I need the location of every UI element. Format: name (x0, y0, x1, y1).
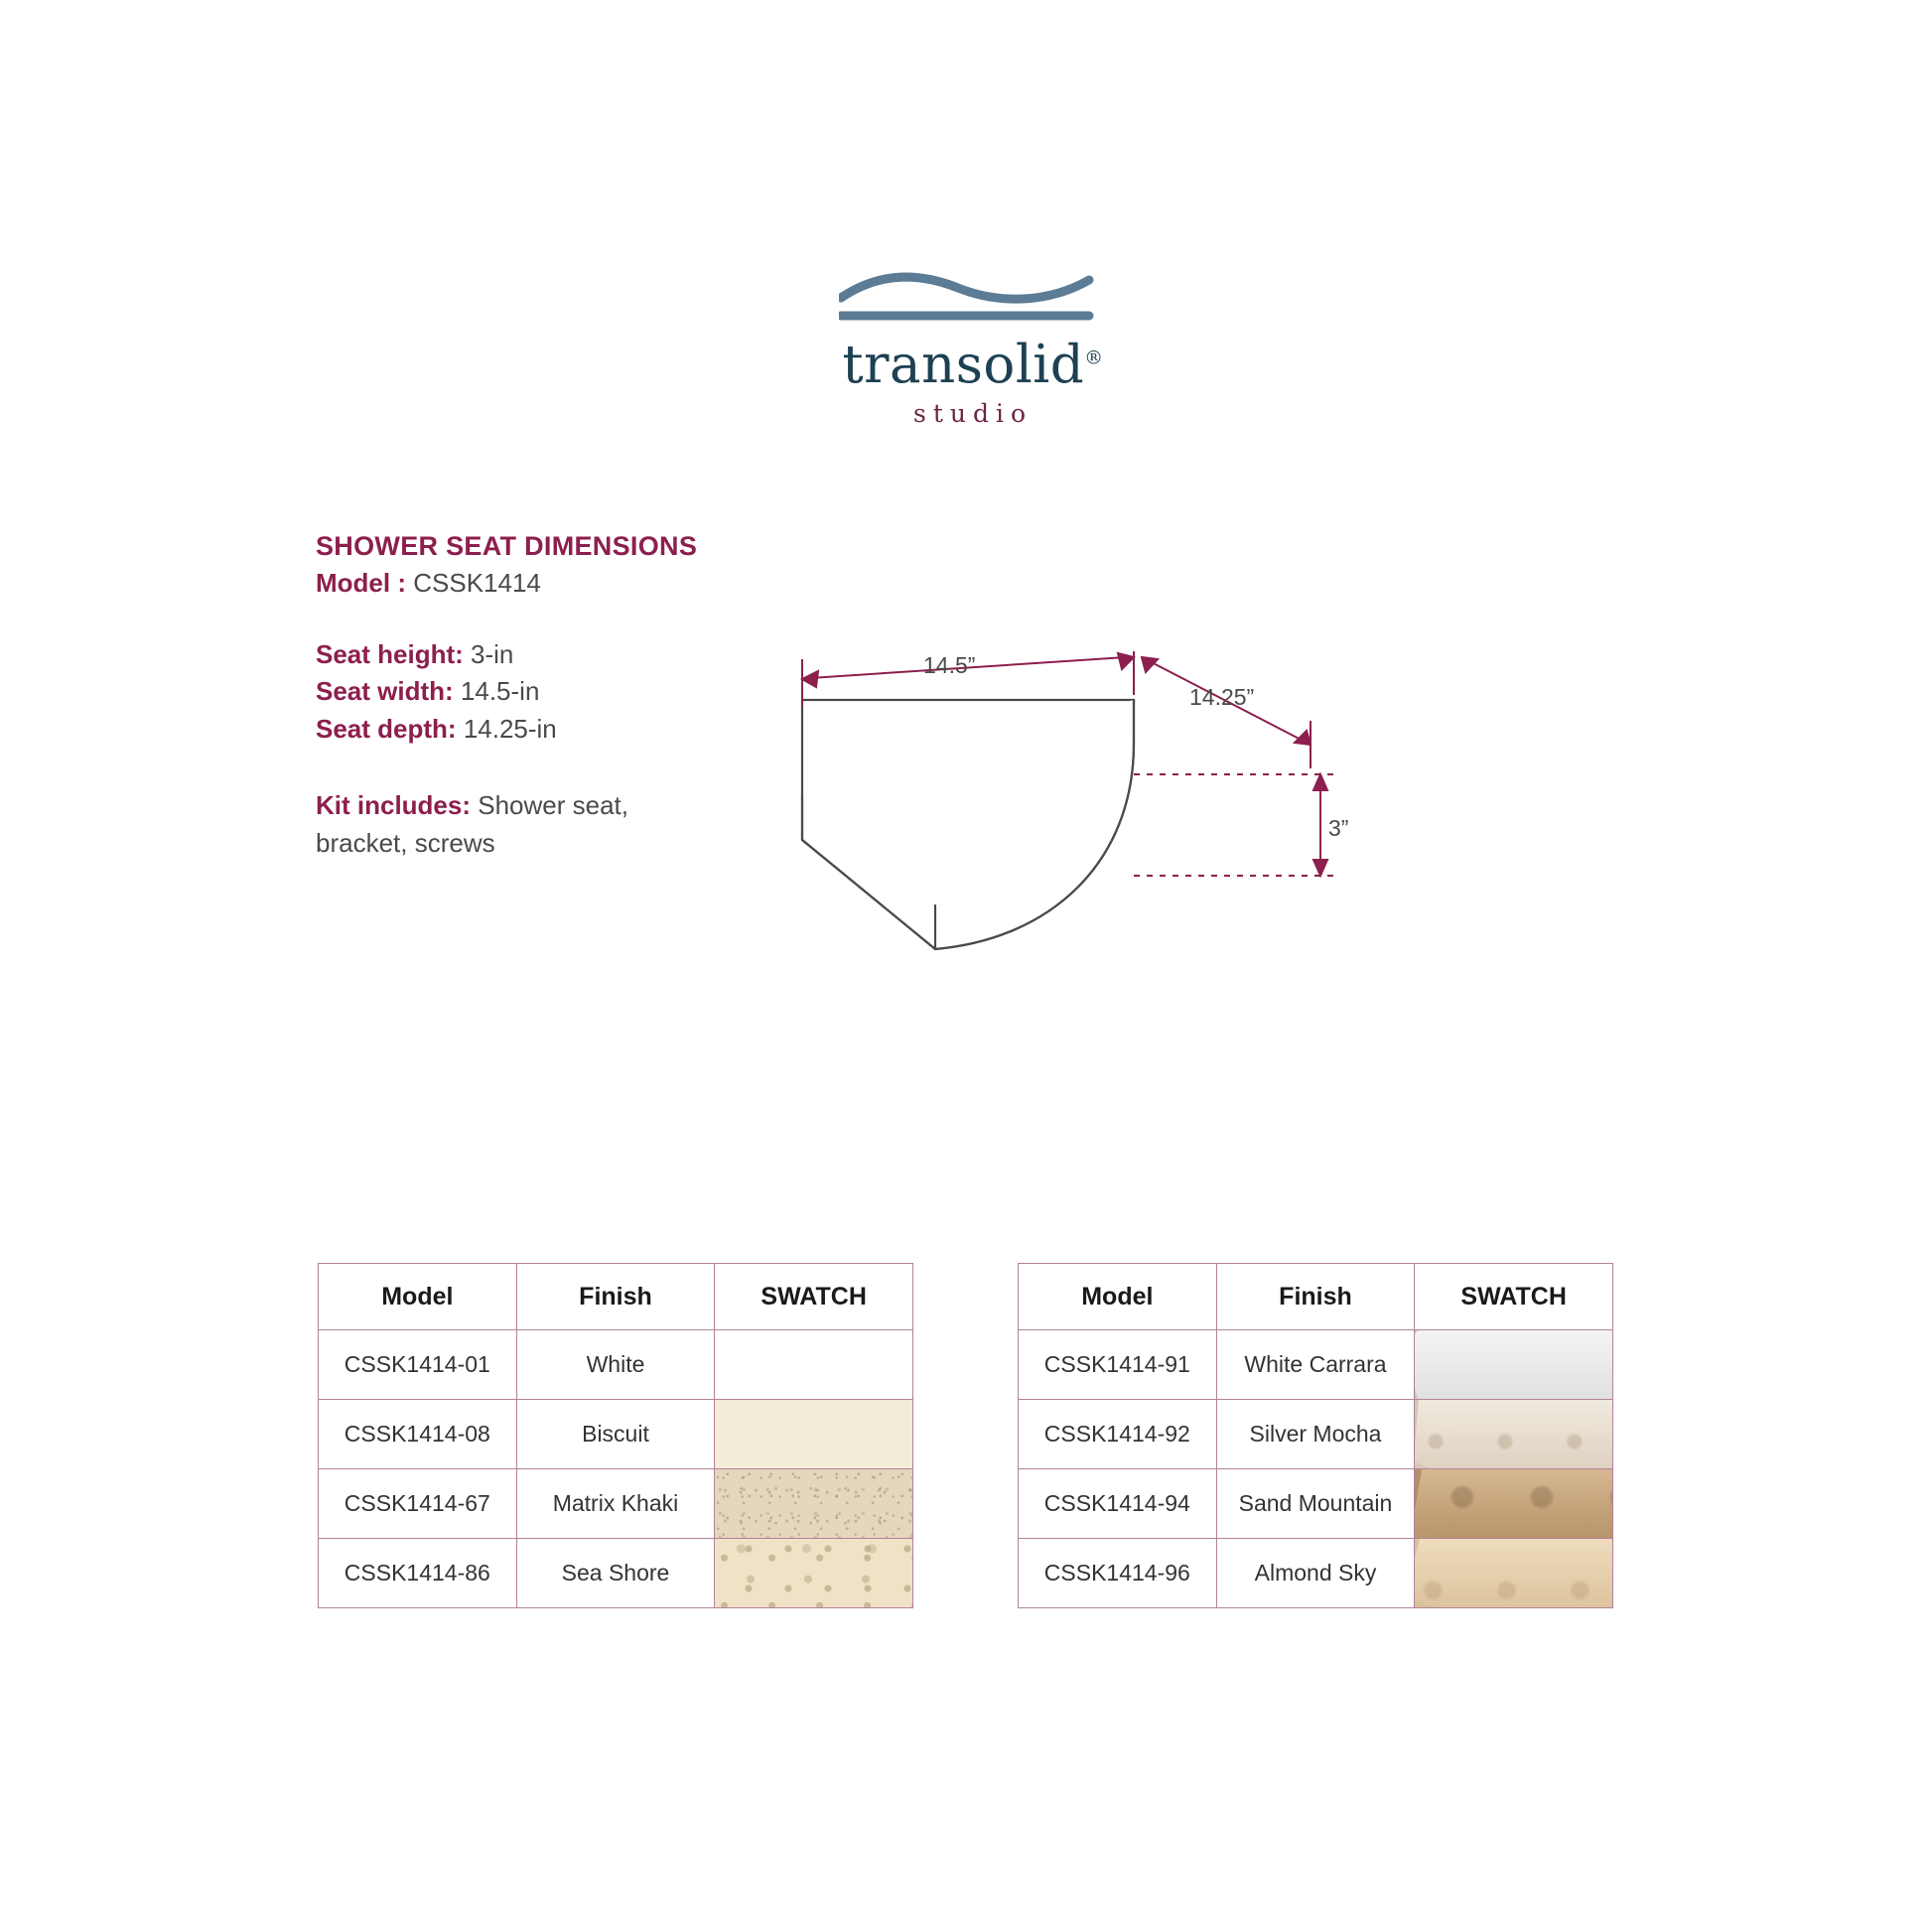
header-finish: Finish (516, 1264, 715, 1330)
logo-sub-text: studio (912, 398, 1034, 428)
model-value: CSSK1414 (413, 568, 541, 598)
dim-height-label: 3” (1328, 815, 1349, 841)
swatch-almond-sky (1415, 1539, 1612, 1607)
spec-text-block (316, 531, 792, 862)
brand-logo (824, 268, 1122, 428)
model-label: Model : (316, 568, 406, 598)
wave-logo-icon (839, 268, 1107, 330)
cell-finish: Sand Mountain (1216, 1469, 1415, 1539)
swatch-white (715, 1330, 912, 1399)
cell-model: CSSK1414-67 (319, 1469, 517, 1539)
table-header-row (1019, 1264, 1613, 1330)
seat-height-line (316, 636, 792, 673)
header-swatch: SWATCH (715, 1264, 913, 1330)
table-row (319, 1469, 913, 1539)
swatch-matrix-khaki (715, 1469, 912, 1538)
table-row (319, 1400, 913, 1469)
product-drawing (784, 645, 1509, 1062)
cell-model: CSSK1414-96 (1019, 1539, 1217, 1608)
cell-model: CSSK1414-01 (319, 1330, 517, 1400)
kit-includes-line (316, 787, 663, 862)
seat-height-value: 3-in (471, 639, 514, 669)
swatch-biscuit (715, 1400, 912, 1468)
cell-finish: White Carrara (1216, 1330, 1415, 1400)
kit-includes-label: Kit includes: (316, 790, 472, 821)
swatch-sea-shore (715, 1539, 912, 1607)
cell-finish: Matrix Khaki (516, 1469, 715, 1539)
header-finish: Finish (1216, 1264, 1415, 1330)
shower-seat-isometric-drawing (784, 645, 1509, 1062)
cell-model: CSSK1414-86 (319, 1539, 517, 1608)
cell-swatch (715, 1469, 913, 1539)
table-row (319, 1539, 913, 1608)
logo-wordmark-text: transolid (842, 335, 1085, 395)
registered-mark: ® (1084, 346, 1104, 369)
cell-swatch (1415, 1400, 1613, 1469)
cell-model: CSSK1414-94 (1019, 1469, 1217, 1539)
cell-swatch (715, 1330, 913, 1400)
seat-depth-line (316, 711, 792, 748)
swatch-white-carrara (1415, 1330, 1612, 1399)
cell-swatch (1415, 1330, 1613, 1400)
cell-finish: Biscuit (516, 1400, 715, 1469)
cell-finish: White (516, 1330, 715, 1400)
cell-model: CSSK1414-08 (319, 1400, 517, 1469)
swatch-sand-mountain (1415, 1469, 1612, 1538)
dim-depth-label: 14.25” (1189, 684, 1255, 710)
table-row (1019, 1469, 1613, 1539)
seat-depth-label: Seat depth: (316, 713, 457, 744)
dim-width-label: 14.5” (923, 652, 976, 678)
cell-model: CSSK1414-92 (1019, 1400, 1217, 1469)
cell-finish: Sea Shore (516, 1539, 715, 1608)
table-row (1019, 1400, 1613, 1469)
cell-finish: Silver Mocha (1216, 1400, 1415, 1469)
header-model: Model (1019, 1264, 1217, 1330)
table-row (1019, 1539, 1613, 1608)
swatch-silver-mocha (1415, 1400, 1612, 1468)
seat-height-label: Seat height: (316, 639, 464, 669)
seat-depth-value: 14.25-in (463, 713, 557, 744)
cell-model: CSSK1414-91 (1019, 1330, 1217, 1400)
cell-swatch (715, 1400, 913, 1469)
header-model: Model (319, 1264, 517, 1330)
model-line (316, 568, 792, 599)
cell-swatch (715, 1539, 913, 1608)
cell-swatch (1415, 1469, 1613, 1539)
cell-finish: Almond Sky (1216, 1539, 1415, 1608)
header-swatch: SWATCH (1415, 1264, 1613, 1330)
cell-swatch (1415, 1539, 1613, 1608)
logo-wordmark (842, 335, 1104, 395)
table-row (319, 1330, 913, 1400)
seat-width-label: Seat width: (316, 676, 454, 707)
table-header-row (319, 1264, 913, 1330)
seat-width-value: 14.5-in (460, 676, 540, 707)
seat-width-line (316, 673, 792, 710)
finish-table-left (318, 1263, 913, 1608)
page-title: SHOWER SEAT DIMENSIONS (316, 531, 698, 561)
table-row (1019, 1330, 1613, 1400)
kit-includes-value: Shower seat, bracket, screws (316, 790, 628, 858)
finish-table-right (1018, 1263, 1613, 1608)
